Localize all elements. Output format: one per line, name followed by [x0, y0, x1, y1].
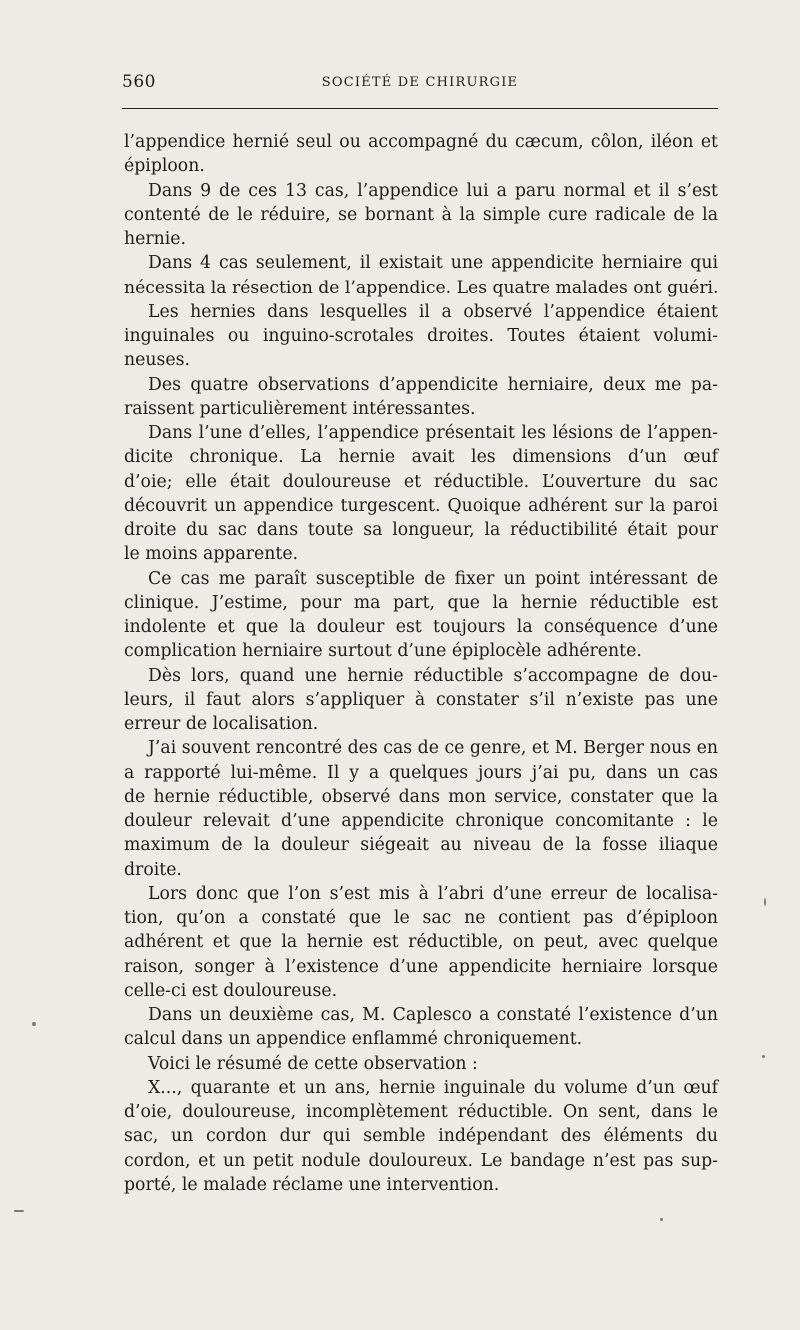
text-line: raissent particulièrement intéressantes. — [124, 398, 476, 419]
text-line: inguinales ou inguino-scrotales droites. Toutes étaient volumi- — [124, 326, 718, 346]
text-line: Dans un deuxième cas, M. Caplesco a constaté l’existence d’un — [148, 1005, 718, 1025]
paper-speck — [764, 898, 766, 906]
text-line: de hernie réductible, observé dans mon service, constater que la — [124, 786, 718, 807]
text-line: J’ai souvent rencontré des cas de ce genre, et M. Berger nous en — [148, 738, 718, 759]
text-line: erreur de localisation. — [124, 714, 319, 734]
text-line: épiploon. — [124, 156, 205, 177]
text-line: dicite chronique. La hernie avait les dimensions d’un œuf — [124, 447, 718, 468]
text-line: celle-ci est douloureuse. — [124, 980, 338, 1001]
text-line: découvrit un appendice turgescent. Quoique adhérent sur la paroi — [124, 495, 718, 516]
text-line: leurs, il faut alors s’appliquer à constater s’il n’existe pas une — [124, 689, 718, 710]
text-line: Dans 4 cas seulement, il existait une appendicite herniaire qui — [148, 253, 718, 274]
text-line: sac, un cordon dur qui semble indépendant des éléments du — [124, 1126, 718, 1147]
text-line: contenté de le réduire, se bornant à la simple cure radicale de la — [124, 204, 718, 225]
text-line: indolente et que la douleur est toujours la conséquence d’une — [124, 617, 718, 637]
paper-speck — [660, 1218, 663, 1221]
text-line: X..., quarante et un ans, hernie inguinale du volume d’un œuf — [148, 1077, 718, 1098]
text-line: raison, songer à l’existence d’une appendicite herniaire lorsque — [124, 956, 718, 977]
text-line: porté, le malade réclame une intervention. — [124, 1174, 500, 1195]
page-number: 560 — [122, 72, 156, 92]
text-line: Voici le résumé de cette observation : — [148, 1053, 478, 1074]
text-line: l’appendice hernié seul ou accompagné du cæcum, côlon, iléon et — [124, 132, 718, 152]
text-line: tion, qu’on a constaté que le sac ne contient pas d’épiploon — [124, 908, 718, 928]
text-line: Des quatre observations d’appendicite herniaire, deux me pa- — [148, 374, 718, 395]
paper-speck — [32, 1022, 36, 1026]
text-line: d’oie, douloureuse, incomplètement réductible. On sent, dans le — [124, 1102, 718, 1122]
page-header — [122, 72, 718, 96]
header-rule — [122, 108, 718, 109]
text-line: nécessita la résection de l’appendice. Les quatre malades ont guéri. — [124, 277, 719, 298]
text-line: Dans l’une d’elles, l’appendice présentait les lésions de l’appen- — [148, 423, 718, 443]
text-line: Dès lors, quand une hernie réductible s’accompagne de dou- — [148, 665, 718, 686]
text-line: maximum de la douleur siégeait au niveau de la fosse iliaque — [124, 835, 718, 856]
paper-speck — [14, 1210, 24, 1212]
text-line: d’oie; elle était douloureuse et réductible. L’ouverture du sac — [124, 471, 718, 492]
text-line: neuses. — [124, 350, 190, 371]
text-line: Les hernies dans lesquelles il a observé l’appendice étaient — [148, 301, 718, 322]
text-line: adhérent et que la hernie est réductible, on peut, avec quelque — [124, 932, 718, 953]
text-line: a rapporté lui-même. Il y a quelques jours j’ai pu, dans un cas — [124, 762, 718, 783]
text-line: hernie. — [124, 229, 186, 249]
text-line: douleur relevait d’une appendicite chronique concomitante : le — [124, 811, 718, 831]
text-line: Dans 9 de ces 13 cas, l’appendice lui a paru normal et il s’est — [148, 180, 718, 201]
text-line: droite. — [124, 859, 182, 880]
text-line: droite du sac dans toute sa longueur, la réductibilité était pour — [124, 520, 718, 540]
text-line: Ce cas me paraît susceptible de fixer un point intéressant de — [148, 568, 718, 589]
body-text — [124, 130, 718, 1197]
text-line: clinique. J’estime, pour ma part, que la hernie réductible est — [124, 592, 718, 613]
text-line: complication herniaire surtout d’une épiplocèle adhérente. — [124, 641, 642, 662]
text-line: le moins apparente. — [124, 544, 299, 565]
text-line: cordon, et un petit nodule douloureux. Le bandage n’est pas sup- — [124, 1150, 718, 1171]
paper-speck — [762, 1055, 765, 1058]
running-title: SOCIÉTÉ DE CHIRURGIE — [321, 75, 519, 90]
text-line: calcul dans un appendice enflammé chroniquement. — [124, 1029, 583, 1050]
text-line: Lors donc que l’on s’est mis à l’abri d’une erreur de localisa- — [148, 883, 718, 904]
